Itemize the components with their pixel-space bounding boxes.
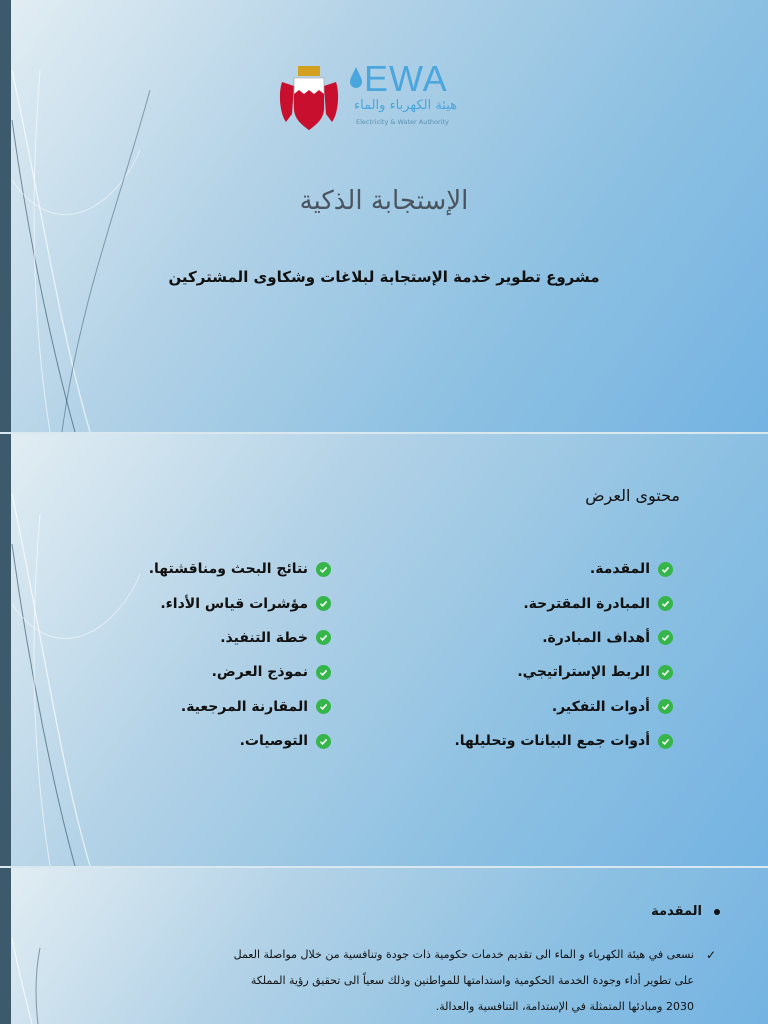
contents-item-label: أدوات التفكير. [551,698,650,715]
section-heading [651,904,720,919]
contents-item-label: الربط الإستراتيجي. [517,664,650,681]
check-icon [658,596,673,611]
introduction-paragraph [224,942,716,1020]
contents-left-column [149,552,331,758]
contents-item-label: خطة التنفيذ. [220,629,308,646]
check-icon [316,596,331,611]
check-icon [316,630,331,645]
introduction-text: نسعى في هيئة الكهرباء و الماء الى تقديم خدمات حكومية ذات جودة وتنافسية من خلال مواصلة العمل على تطوير أداء وجودة الخدمة الحكومية واستدامتها للمواطنين وذلك سعياً الى تحقيق رؤية المملكة 2030 ومبادئها المتمثلة في الإستدامة، التنافسية والعدالة. [233,948,694,1013]
contents-item-label: المبادرة المقترحة. [523,595,650,612]
contents-item [149,655,331,689]
section-heading-label: المقدمة [651,904,702,919]
contents-item-label: المقارنة المرجعية. [180,698,308,715]
check-icon [316,734,331,749]
bahrain-emblem-icon [278,64,340,132]
ewa-english-name: Electricity & Water Authority [356,118,449,126]
contents-item [149,724,331,758]
contents-item [149,690,331,724]
contents-item [149,552,331,586]
contents-item [454,552,673,586]
check-icon [316,562,331,577]
check-icon [658,630,673,645]
ewa-arabic-name: هيئة الكهرباء والماء [354,98,457,113]
contents-slide [0,434,768,866]
contents-item-label: التوصيات. [239,733,308,750]
check-icon [658,699,673,714]
introduction-slide [0,868,768,1024]
contents-item [149,586,331,620]
contents-item-label: نموذج العرض. [211,664,308,681]
check-icon [316,665,331,680]
ewa-logo [278,60,468,132]
contents-item [454,724,673,758]
bullet-icon [714,909,720,915]
slide-subtitle: مشروع تطوير خدمة الإستجابة لبلاغات وشكاوى المشتركين [168,268,600,286]
checkmark-icon: ✓ [705,948,716,962]
contents-item [454,621,673,655]
contents-item [149,621,331,655]
water-drop-icon [350,66,362,88]
contents-item-label: مؤشرات قياس الأداء. [160,595,308,612]
contents-item-label: نتائج البحث ومناقشتها. [148,561,308,578]
check-icon [316,699,331,714]
contents-heading: محتوى العرض [585,486,680,505]
contents-right-column [454,552,673,758]
contents-item [454,655,673,689]
contents-item-label: أهداف المبادرة. [542,629,650,646]
ewa-brand-text: EWA [364,58,448,99]
contents-item-label: أدوات جمع البيانات وتحليلها. [454,733,650,750]
check-icon [658,665,673,680]
check-icon [658,734,673,749]
contents-item [454,586,673,620]
check-icon [658,562,673,577]
contents-item-label: المقدمة. [589,561,650,578]
slide-title: الإستجابة الذكية [299,186,469,216]
contents-item [454,690,673,724]
title-slide [0,0,768,432]
